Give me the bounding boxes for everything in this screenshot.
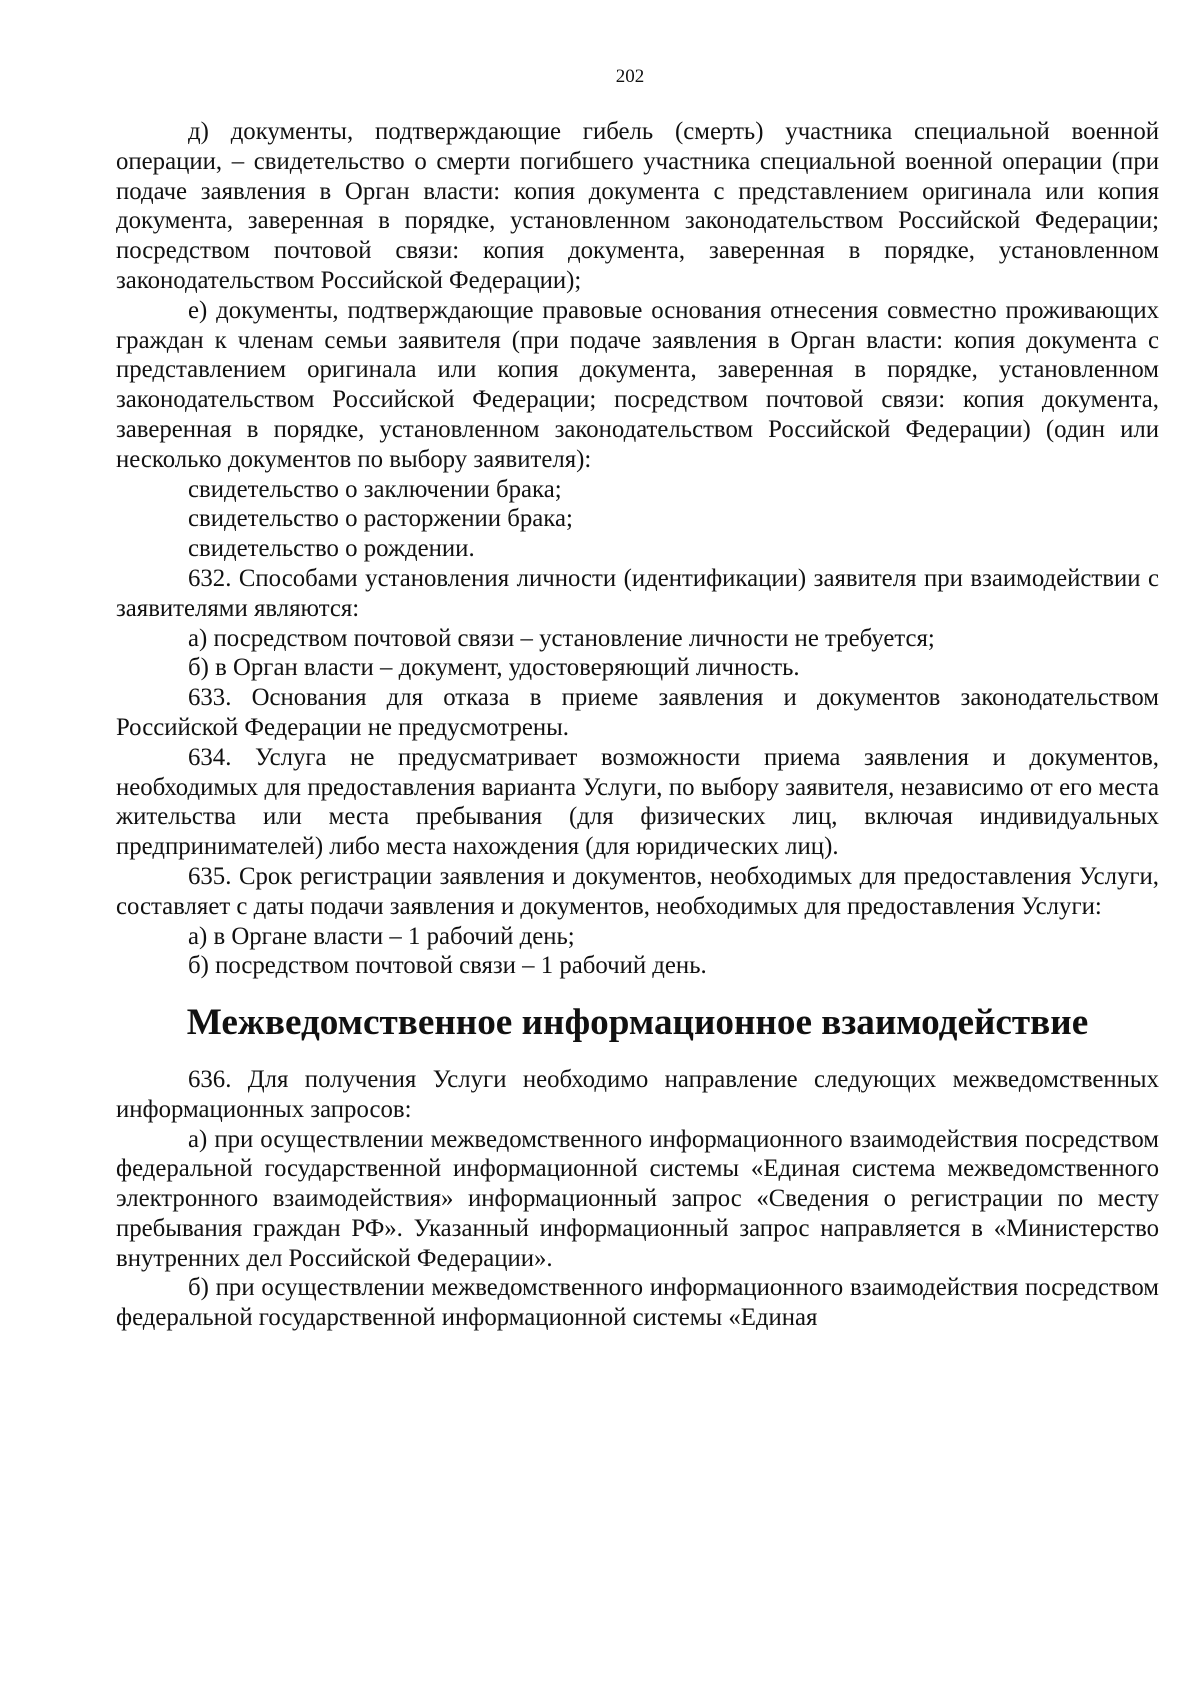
certificate-item: свидетельство о рождении. (188, 535, 475, 563)
paragraph-635-item: а) в Органе власти – 1 рабочий день; (188, 922, 575, 950)
certificate-item: свидетельство о заключении брака; (188, 475, 562, 503)
paragraph-632: 632. Способами установления личности (идентификации) заявителя при взаимодействии с заявителями являются: (116, 564, 1159, 622)
paragraph-635-item: б) посредством почтовой связи – 1 рабочий день. (188, 952, 707, 980)
page-number: 202 (615, 66, 645, 87)
paragraph-632-item: б) в Орган власти – документ, удостоверяющий личность. (188, 654, 800, 682)
paragraph-632-item: а) посредством почтовой связи – установление личности не требуется; (188, 624, 935, 652)
section-heading: Межведомственное информационное взаимодействие (186, 1002, 1089, 1044)
paragraph-636-b: б) при осуществлении межведомственного информационного взаимодействия посредством федеральной государственной информационной системы «Единая (116, 1274, 1159, 1332)
certificate-item: свидетельство о расторжении брака; (188, 505, 573, 533)
paragraph-e: е) документы, подтверждающие правовые основания отнесения совместно проживающих граждан к членам семьи заявителя (при подаче заявления в Орган власти: копия документа с представлением оригинала или копия документа, заверенная в порядке, установленном законодательством Российской Федерации; посредством почтовой связи: копия документа, заверенная в порядке, установленном законодательством Российской Федерации) (один или несколько документов по выбору заявителя): (116, 296, 1159, 473)
paragraph-634: 634. Услуга не предусматривает возможности приема заявления и документов, необходимых для предоставления варианта Услуги, по выбору заявителя, независимо от его места жительства или места пребывания (для физических лиц, включая индивидуальных предпринимателей) либо места нахождения (для юридических лиц). (116, 743, 1159, 861)
paragraph-636-a: а) при осуществлении межведомственного информационного взаимодействия посредством федеральной государственной информационной системы «Единая система межведомственного электронного взаимодействия» информационный запрос «Сведения о регистрации по месту пребывания граждан РФ». Указанный информационный запрос направляется в «Министерство внутренних дел Российской Федерации». (116, 1125, 1159, 1272)
paragraph-635: 635. Срок регистрации заявления и документов, необходимых для предоставления Услуги, составляет с даты подачи заявления и документов, необходимых для предоставления Услуги: (116, 862, 1159, 920)
document-body (116, 117, 1159, 1333)
paragraph-636: 636. Для получения Услуги необходимо направление следующих межведомственных информационных запросов: (116, 1065, 1159, 1123)
paragraph-633: 633. Основания для отказа в приеме заявления и документов законодательством Российской Федерации не предусмотрены. (116, 684, 1159, 741)
paragraph-d: д) документы, подтверждающие гибель (смерть) участника специальной военной операции, – свидетельство о смерти погибшего участника специальной военной операции (при подаче заявления в Орган власти: копия документа с представлением оригинала или копия документа, заверенная в порядке, установленном законодательством Российской Федерации; посредством почтовой связи: копия документа, заверенная в порядке, установленном законодательством Российской Федерации); (116, 118, 1159, 294)
